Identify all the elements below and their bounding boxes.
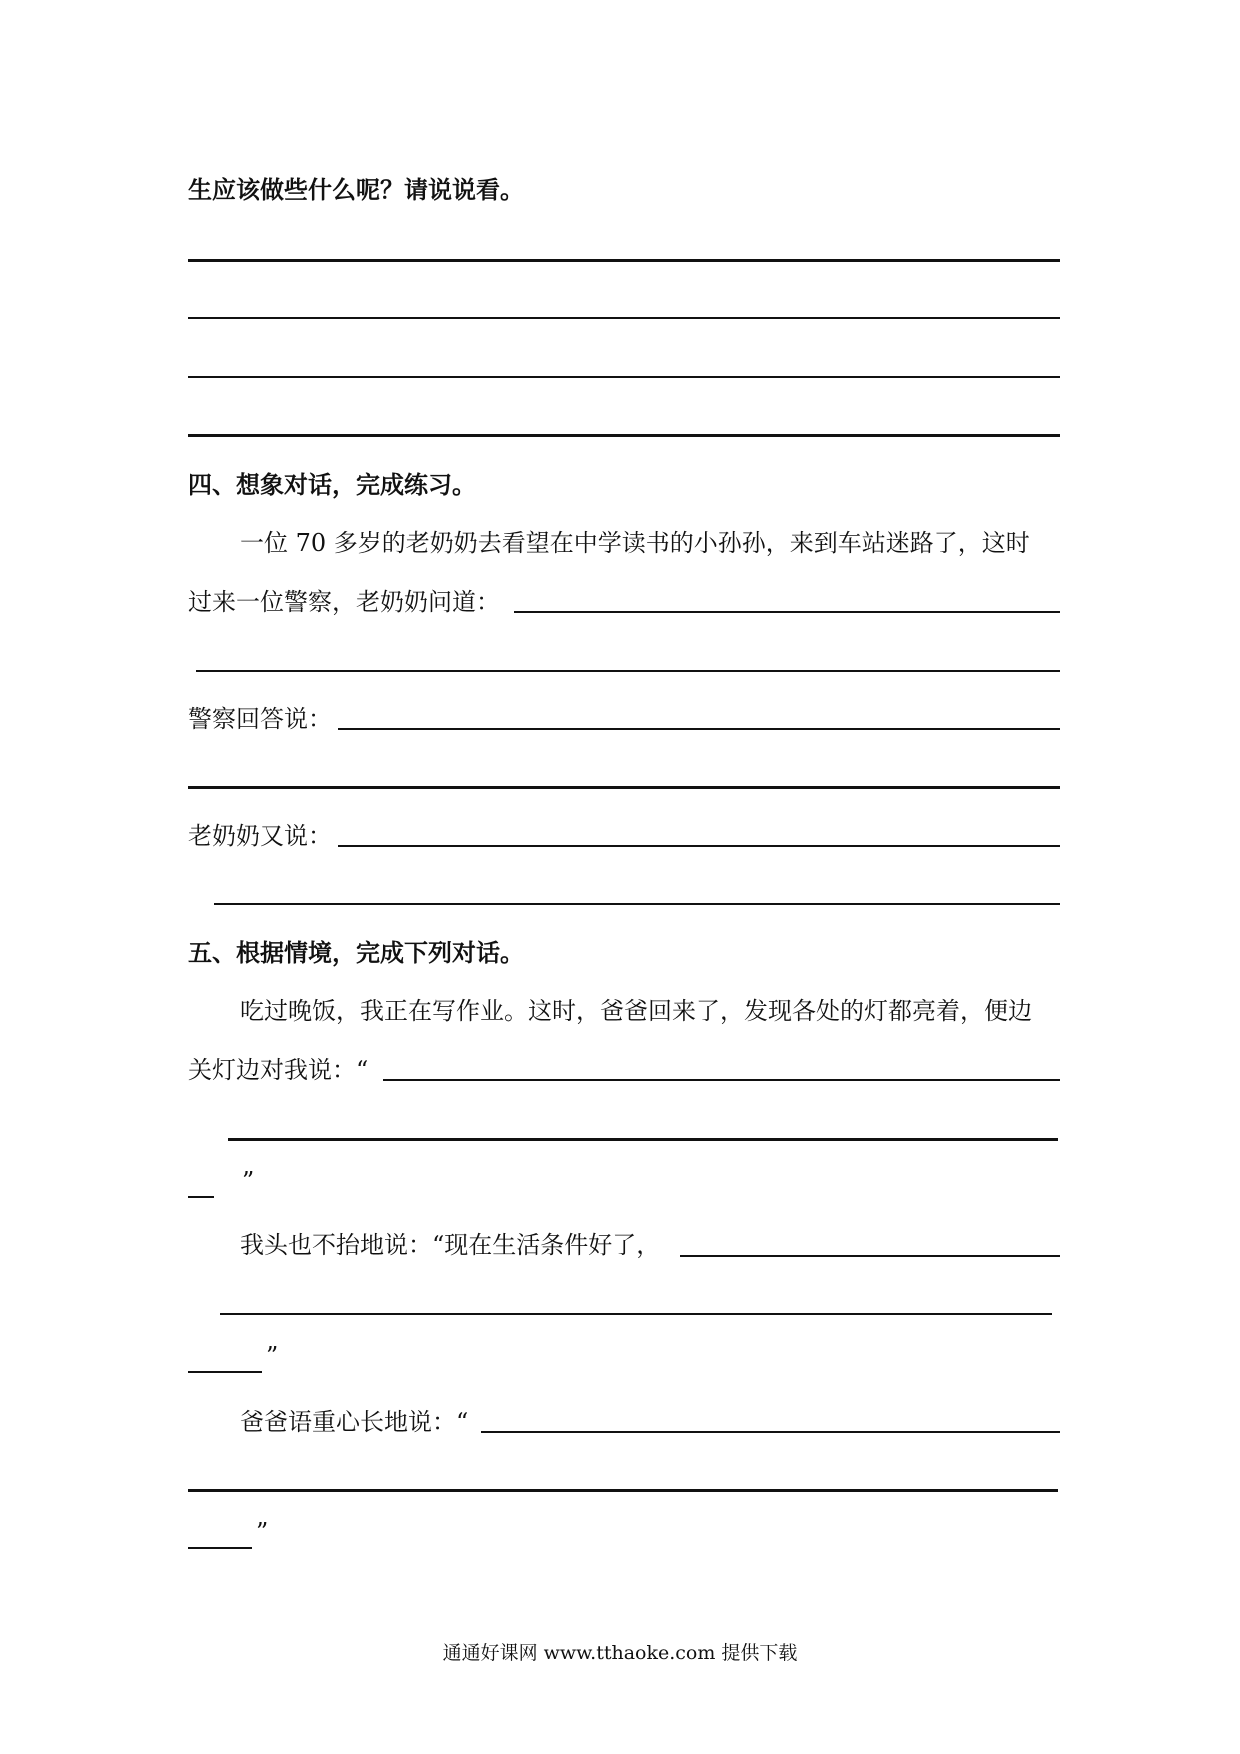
section-5-paragraph-line: 吃过晚饭，我正在写作业。这时，爸爸回来了，发现各处的灯都亮着，便边 [240, 997, 1032, 1025]
answer-line[interactable] [228, 1138, 1058, 1141]
answer-line[interactable] [188, 1371, 262, 1373]
answer-line[interactable] [196, 670, 1060, 672]
answer-line[interactable] [188, 259, 1060, 262]
close-quote: ” [256, 1518, 269, 1546]
question-continuation: 生应该做些什么呢？请说说看。 [188, 175, 524, 204]
section-5-heading: 五、根据情境，完成下列对话。 [188, 938, 524, 967]
section-5-paragraph-line: 关灯边对我说：“ [188, 1056, 369, 1084]
answer-line[interactable] [383, 1079, 1060, 1081]
answer-line[interactable] [514, 611, 1060, 613]
section-4-paragraph-line: 过来一位警察，老奶奶问道： [188, 588, 500, 616]
answer-line[interactable] [680, 1255, 1060, 1257]
answer-line[interactable] [188, 786, 1060, 789]
answer-line[interactable] [188, 317, 1060, 319]
answer-line[interactable] [188, 1547, 252, 1549]
section-4-paragraph-line: 一位 70 多岁的老奶奶去看望在中学读书的小孙孙，来到车站迷路了，这时 [240, 529, 1030, 557]
page-footer: 通通好课网 www.tthaoke.com 提供下载 [442, 1642, 798, 1664]
answer-line[interactable] [188, 1489, 1058, 1492]
answer-line[interactable] [214, 903, 1060, 905]
answer-line[interactable] [481, 1431, 1060, 1433]
answer-line[interactable] [220, 1313, 1052, 1315]
dad-said-label: 爸爸语重心长地说：“ [240, 1408, 469, 1436]
answer-line[interactable] [188, 434, 1060, 437]
grandma-again-label: 老奶奶又说： [188, 822, 332, 850]
close-quote: ” [266, 1342, 279, 1370]
close-quote: ” [242, 1167, 255, 1195]
answer-line[interactable] [188, 376, 1060, 378]
section-4-heading: 四、想象对话，完成练习。 [188, 470, 476, 499]
police-reply-label: 警察回答说： [188, 705, 332, 733]
my-reply-label: 我头也不抬地说：“现在生活条件好了， [240, 1231, 661, 1259]
answer-line[interactable] [338, 728, 1060, 730]
answer-line[interactable] [188, 1196, 214, 1198]
answer-line[interactable] [338, 845, 1060, 847]
